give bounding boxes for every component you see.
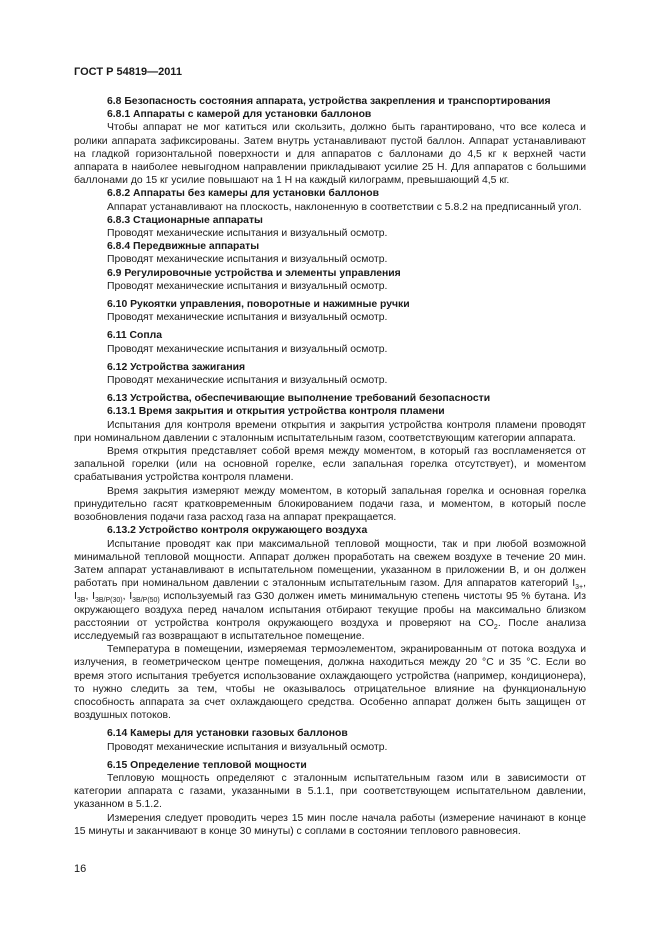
paragraph: Чтобы аппарат не мог катиться или скользить, должно быть гарантировано, что все колеса и ролики аппарата зафиксированы. Затем внутрь устанавливают пустой баллон. Аппарат устанавливают на гладкой горизонтальной поверхности и для аппаратов с баллонами до 4,5 кг к верхней части аппарата в наиболее невыгодном направлении прикладывают усилие 25 Н. Для аппаратов с большими баллонами до 15 кг усилие повышают на 1 Н на каждый килограмм, превышающий 4,5 кг.: [74, 122, 586, 187]
section-heading: 6.11 Сопла: [107, 330, 163, 342]
paragraph: Проводят механические испытания и визуальный осмотр.: [107, 312, 388, 324]
paragraph: Температура в помещении, измеряемая термоэлементом, экранированным от потока воздуха и излучения, в геометрическом центре помещения, должна находиться между 20 °С и 35 °С. Если во время этого испытания требуется использование охлаждающего устройства (например, кондиционера), то нужно следить за тем, чтобы не оказывалось отрицательное влияние на функциональную способность аппарата за счет охлаждающего средства. Особенно аппарат должен быть защищен от воздушных потоков.: [74, 644, 586, 722]
paragraph: Аппарат устанавливают на плоскость, наклоненную в соответствии с 5.8.2 на предписанный угол.: [107, 201, 582, 213]
document-header: ГОСТ Р 54819—2011: [74, 66, 182, 78]
paragraph: Проводят механические испытания и визуальный осмотр.: [107, 343, 388, 355]
section-heading: 6.13 Устройства, обеспечивающие выполнение требований безопасности: [107, 393, 491, 405]
document-body: [74, 95, 586, 838]
paragraph: Проводят механические испытания и визуальный осмотр.: [107, 280, 388, 292]
section-heading: 6.10 Рукоятки управления, поворотные и нажимные ручки: [107, 299, 410, 311]
section-heading: 6.12 Устройства зажигания: [107, 361, 246, 373]
paragraph: Измерения следует проводить через 15 мин после начала работы (измерение начинают в конце 15 минуты и заканчивают в конце 30 минуты) с соплами в состоянии теплового равновесия.: [74, 812, 586, 837]
section-heading: 6.9 Регулировочные устройства и элементы управления: [107, 267, 401, 279]
paragraph: Время закрытия измеряют между моментом, в который запальная горелка и основная горелка принудительно гасят кратковременным блокированием подачи газа, и моментом, в который после возобновления подачи газа расход газа на аппарат прекращается.: [74, 485, 586, 524]
paragraph: Проводят механические испытания и визуальный осмотр.: [107, 228, 388, 240]
page-number: 16: [74, 863, 87, 875]
paragraph: Проводят механические испытания и визуальный осмотр.: [107, 254, 388, 266]
section-heading: 6.8.2 Аппараты без камеры для установки баллонов: [107, 188, 380, 200]
section-heading: 6.13.1 Время закрытия и открытия устройства контроля пламени: [107, 406, 445, 418]
paragraph: Время открытия представляет собой время между моментом, в который газ воспламеняется от запальной горелки (или на основной горелке, если запальная горелка отсутствует), и моментом срабатывания устройства контроля пламени.: [74, 446, 586, 484]
section-heading: 6.15 Определение тепловой мощности: [107, 759, 307, 771]
paragraph: Испытания для контроля времени открытия и закрытия устройства контроля пламени проводят при номинальном давлении с эталонным испытательным газом, соответствующим категории аппарата.: [74, 419, 586, 444]
paragraph: Тепловую мощность определяют с эталонным испытательным газом или в зависимости от категории аппарата с газами, указанными в 5.1.1, при соответствующем испытательном давлении, указанном в 5.1.2.: [74, 772, 586, 811]
section-heading: 6.14 Камеры для установки газовых баллонов: [107, 728, 348, 740]
section-heading: 6.8.4 Передвижные аппараты: [107, 241, 260, 253]
section-heading: 6.8.1 Аппараты с камерой для установки баллонов: [107, 109, 372, 121]
section-heading: 6.8 Безопасность состояния аппарата, устройства закрепления и транспортирования: [107, 96, 551, 107]
paragraph: Проводят механические испытания и визуальный осмотр.: [107, 741, 388, 753]
section-heading: 6.8.3 Стационарные аппараты: [107, 214, 263, 226]
paragraph: Проводят механические испытания и визуальный осмотр.: [107, 375, 388, 387]
section-heading: 6.13.2 Устройство контроля окружающего воздуха: [107, 525, 368, 537]
paragraph: Испытание проводят как при максимальной тепловой мощности, так и при любой возможной минимальной тепловой мощности. Аппарат должен проработать на свежем воздухе в течение 20 мин. Затем аппарат устанавливают в испытательном помещении, указанном в приложении В, и он должен работать при номинальном давлении с эталонным испытательным газом. Для аппаратов категорий $I_{3+}$, $I_{3B}$, $I_{3B/P(30)}$, $I_{3B/P(50)}$ используемый газ G30 должен иметь минимальную степень чистоты 95 % бутана. Из окружающего воздуха перед началом испытания отбирают текущие пробы на максимально близком расстоянии от устройства контроля окружающего воздуха и проверяют на $CO_2$. После анализа исследуемый газ возвращают в испытательное помещение.: [74, 538, 586, 642]
